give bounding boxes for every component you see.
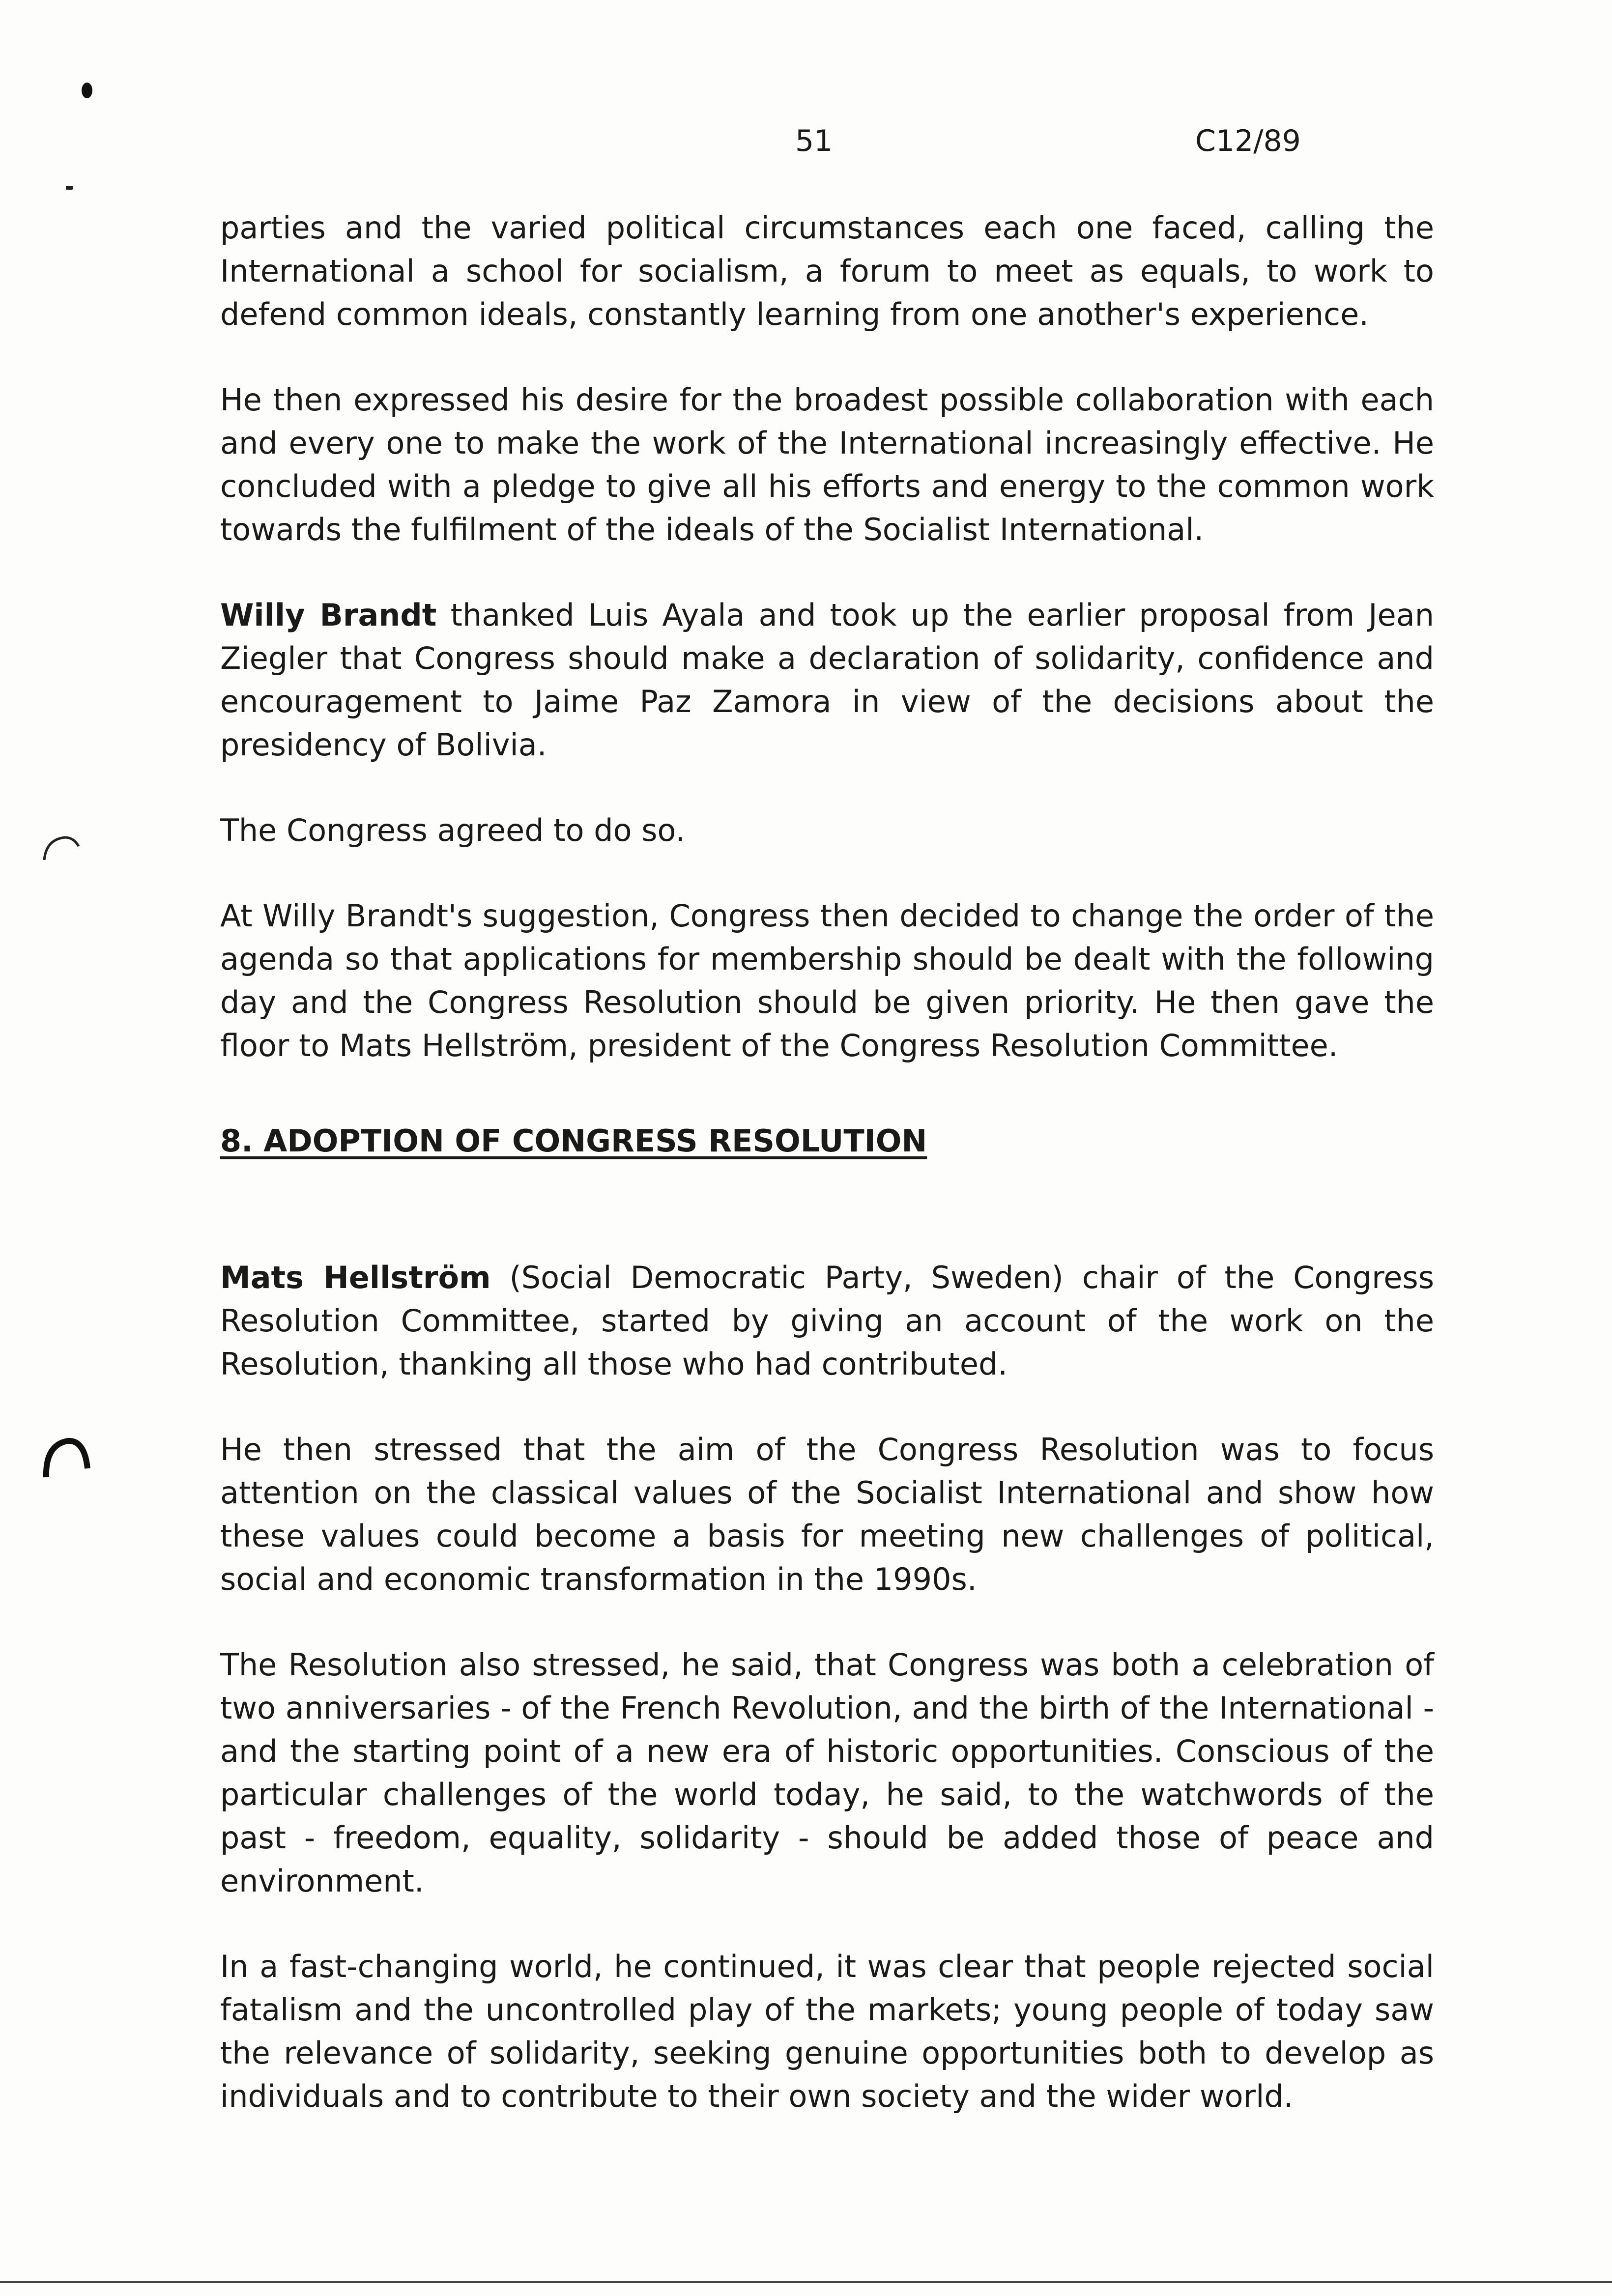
paragraph-anniversaries: The Resolution also stressed, he said, that Congress was both a celebration of two anniversaries - of the French Revolution, and the birth of the International - and the starting point of a new era of historic opportunities. Conscious of the particular challenges of the world today, he said, to the watchwords of the past - freedom, equality, solidarity - should be added those of peace and environment. <box>220 1647 1434 1899</box>
speaker-name: Willy Brandt <box>220 597 437 633</box>
page-number: 51 <box>795 124 833 158</box>
paragraph-collaboration: He then expressed his desire for the broadest possible collaboration with each and every one to make the work of the International increasingly effective. He concluded with a pledge to give all his efforts and energy to the common work towards the fulfilment of the ideals of the Socialist International. <box>220 382 1434 547</box>
speaker-name: Mats Hellström <box>220 1260 491 1295</box>
body-text <box>220 206 1434 2160</box>
paragraph-continuation: parties and the varied political circumstances each one faced, calling the International a school for socialism, a forum to meet as equals, to work to defend common ideals, constantly learning from one another's experience. <box>220 210 1434 332</box>
paragraph-fast-changing-world: In a fast-changing world, he continued, it was clear that people rejected social fatalism and the uncontrolled play of the markets; young people of today saw the relevance of solidarity, seeking genuine opportunities both to develop as individuals and to contribute to their own society and the wider world. <box>220 1949 1434 2114</box>
paragraph-text: (Social Democratic Party, Sweden) chair of the Congress Resolution Committee, started by giving an account of the work on the Resolution, thanking all those who had contributed. <box>220 1260 1435 1382</box>
punch-dot-mark <box>82 83 92 98</box>
document-reference: C12/89 <box>1195 124 1301 158</box>
page-header <box>0 124 1612 163</box>
paragraph-congress-agreed: The Congress agreed to do so. <box>220 812 686 848</box>
section-heading: 8. ADOPTION OF CONGRESS RESOLUTION <box>220 1123 927 1159</box>
paragraph-text: thanked Luis Ayala and took up the earlier proposal from Jean Ziegler that Congress should make a declaration of solidarity, confidence and encouragement to Jaime Paz Zamora in view of the decisions about the presidency of Bolivia. <box>220 597 1434 763</box>
stray-dash-mark <box>66 186 73 190</box>
paragraph-agenda-change: At Willy Brandt's suggestion, Congress then decided to change the order of the agenda so that applications for membership should be dealt with the following day and the Congress Resolution should be given priority. He then gave the floor to Mats Hellström, president of the Congress Resolution Committee. <box>220 898 1434 1063</box>
binder-arc-mark-lower <box>39 1430 93 1489</box>
binder-arc-mark-upper <box>39 831 84 875</box>
paragraph-hellstrom-intro <box>220 1256 1434 1386</box>
paragraph-resolution-aim: He then stressed that the aim of the Congress Resolution was to focus attention on the classical values of the Socialist International and show how these values could become a basis for meeting new challenges of political, social and economic transformation in the 1990s. <box>220 1432 1434 1597</box>
paragraph-brandt-proposal <box>220 594 1434 767</box>
bottom-rule <box>0 2281 1612 2283</box>
